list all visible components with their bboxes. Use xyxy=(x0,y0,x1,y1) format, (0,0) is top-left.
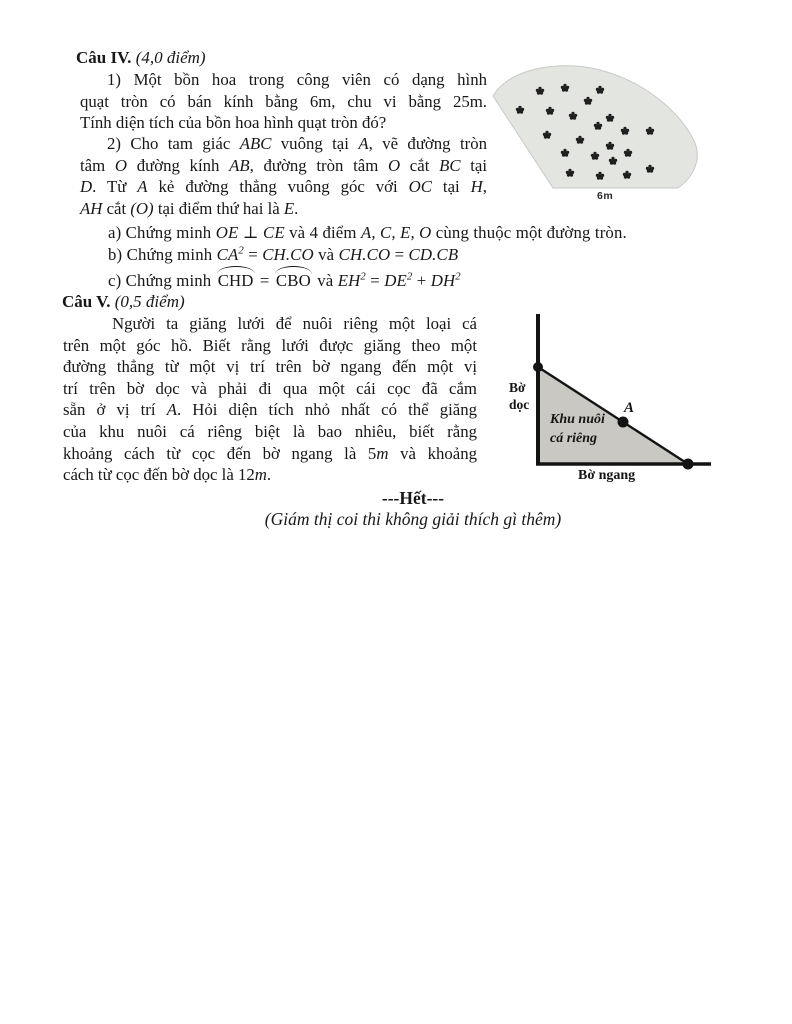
text-line xyxy=(80,176,487,198)
label-doc: dọc xyxy=(509,396,530,412)
text-segment: quạt tròn có bán kính bằng 6m, chu vi bằng 25m. xyxy=(80,91,487,111)
text-line xyxy=(63,356,477,378)
text-segment: A xyxy=(166,400,177,420)
text-segment: 2 xyxy=(455,270,461,283)
item-b xyxy=(108,244,627,266)
sector-radius-label: 6m xyxy=(597,190,614,202)
text-segment: BC xyxy=(439,155,461,175)
text-segment: Câu IV. xyxy=(76,48,136,67)
text-segment: đường kính xyxy=(127,155,230,175)
text-segment: 2) Cho tam giác xyxy=(107,134,240,153)
text-line xyxy=(63,335,477,357)
text-segment: kẻ đường thẳng vuông góc với xyxy=(147,177,409,197)
text-segment: = xyxy=(255,270,274,290)
text-segment: 2 xyxy=(406,270,413,283)
text-line xyxy=(80,155,487,177)
text-segment: H xyxy=(470,177,483,197)
lake-figure-svg xyxy=(503,308,743,493)
label-ca-rieng: cá riêng xyxy=(550,430,598,446)
text-segment: OE xyxy=(215,223,239,242)
text-segment: (4,0 điểm) xyxy=(135,48,206,67)
text-segment: và xyxy=(313,245,339,265)
text-segment: O xyxy=(114,155,127,175)
text-segment: OC xyxy=(408,177,432,197)
item-a xyxy=(108,223,627,242)
text-segment: ABC xyxy=(239,134,272,153)
text-line xyxy=(63,421,477,443)
flower-bed-svg xyxy=(482,56,710,208)
text-segment: A, C, E, O xyxy=(360,223,432,242)
text-segment: cùng thuộc một đường tròn. xyxy=(431,223,627,242)
text-line xyxy=(80,133,487,155)
text-segment: DH xyxy=(430,270,456,290)
text-segment: . Hỏi diện tích nhỏ nhất có thể giăng xyxy=(176,400,477,420)
text-segment: cắt xyxy=(400,155,440,175)
text-segment: A xyxy=(137,177,148,197)
text-segment: CD.CB xyxy=(408,245,459,265)
text-segment: trên một góc hồ. Biết rằng lưới được giăng theo một xyxy=(63,335,477,355)
stake-point-a-dot xyxy=(618,417,629,428)
text-segment: CBO xyxy=(274,268,313,292)
text-line xyxy=(80,69,487,91)
text-segment: 1) Một bồn hoa trong công viên có dạng hình xyxy=(107,70,487,89)
text-segment: = xyxy=(243,245,263,265)
text-segment: A xyxy=(358,134,369,153)
label-point-a: A xyxy=(624,400,635,416)
text-segment: EH xyxy=(337,270,361,290)
text-segment: , xyxy=(482,177,487,197)
text-segment: khoảng cách từ cọc đến bờ ngang là 5 xyxy=(63,443,377,463)
label-khu-nuoi: Khu nuôi xyxy=(550,412,605,427)
question-4-heading xyxy=(76,47,206,69)
text-segment: cắt xyxy=(102,198,131,218)
text-segment: của khu nuôi cá riêng biệt là bao nhiêu, biết rằng xyxy=(63,421,477,441)
text-segment: = xyxy=(365,270,385,290)
text-segment: . xyxy=(294,198,299,218)
text-segment: . xyxy=(266,465,272,485)
text-segment: và xyxy=(312,270,338,290)
end-marker: ---Hết--- xyxy=(381,488,445,508)
text-segment: trí trên bờ dọc và phải đi qua một cái cọc đã cắm xyxy=(63,378,477,398)
text-segment: = xyxy=(390,245,409,265)
text-segment: Câu V. xyxy=(62,292,115,311)
text-line xyxy=(63,464,477,486)
label-vertical-shore xyxy=(509,380,529,413)
shore-point-dot xyxy=(683,459,694,470)
text-segment: CA xyxy=(216,245,239,265)
text-segment: tại điểm thứ hai là xyxy=(153,198,284,218)
text-segment: ⊥ xyxy=(238,223,263,242)
text-segment: c) Chứng minh xyxy=(108,270,216,290)
label-horizontal-shore: Bờ ngang xyxy=(578,468,636,483)
lake-figure xyxy=(503,308,743,493)
text-segment: D xyxy=(80,177,93,197)
proctor-note: (Giám thị coi thi không giải thích gì thêm) xyxy=(264,509,562,529)
q4-items xyxy=(108,222,627,292)
text-segment: CH.CO xyxy=(262,245,314,265)
text-segment: (O) xyxy=(130,198,154,218)
text-line xyxy=(80,112,487,134)
text-segment: đường thẳng từ một vị trí trên bờ ngang đến một vị xyxy=(63,357,477,377)
text-segment: Tính diện tích của bồn hoa hình quạt tròn đó? xyxy=(80,113,387,133)
text-segment: CE xyxy=(262,223,285,242)
footer-het-wrap xyxy=(60,488,766,509)
text-segment: a) Chứng minh xyxy=(108,223,216,242)
q4-paragraph-1 xyxy=(80,69,487,134)
text-segment: . Từ xyxy=(92,177,138,197)
text-segment: sẵn ở vị trí xyxy=(63,400,167,420)
text-segment: m xyxy=(376,443,389,463)
text-segment: 2 xyxy=(238,244,244,257)
text-segment: vuông tại xyxy=(271,134,359,153)
text-segment: cách từ cọc đến bờ dọc là 12 xyxy=(63,465,255,485)
text-segment: O xyxy=(387,155,401,175)
q4-paragraph-2 xyxy=(80,133,487,219)
text-segment: Người ta giăng lưới để nuôi riêng một loại cá xyxy=(112,314,477,333)
text-segment: và 4 điểm xyxy=(284,223,361,242)
q5-paragraph xyxy=(63,313,477,486)
flower-bed-figure xyxy=(482,56,710,208)
text-line xyxy=(63,378,477,400)
text-line xyxy=(80,198,487,220)
text-segment: AH xyxy=(80,198,103,218)
text-segment: CH.CO xyxy=(338,245,391,265)
label-fishing-area xyxy=(550,411,605,448)
text-segment: E xyxy=(283,198,295,218)
text-line xyxy=(63,313,477,335)
text-segment: m xyxy=(254,465,267,485)
text-line xyxy=(63,399,477,421)
text-segment: và khoảng xyxy=(388,443,477,463)
text-segment: (0,5 điểm) xyxy=(114,292,185,311)
text-line xyxy=(80,91,487,113)
item-c xyxy=(108,268,627,292)
text-segment: AB xyxy=(229,155,250,175)
label-bo: Bờ xyxy=(509,380,526,395)
text-segment: tại xyxy=(431,177,471,197)
text-segment: , đường tròn tâm xyxy=(249,155,388,175)
text-segment: CHD xyxy=(216,268,256,292)
question-5-heading xyxy=(62,291,185,313)
text-segment: 2 xyxy=(360,270,366,283)
footer-note-wrap xyxy=(60,508,766,530)
text-segment: DE xyxy=(384,270,407,290)
text-segment: b) Chứng minh xyxy=(108,245,217,265)
shore-point-dot xyxy=(533,362,543,372)
text-segment: tâm xyxy=(80,155,115,175)
text-segment: + xyxy=(412,270,431,290)
text-segment: , vẽ đường tròn xyxy=(368,134,488,153)
text-segment: tại xyxy=(460,155,488,175)
text-line xyxy=(63,443,477,465)
